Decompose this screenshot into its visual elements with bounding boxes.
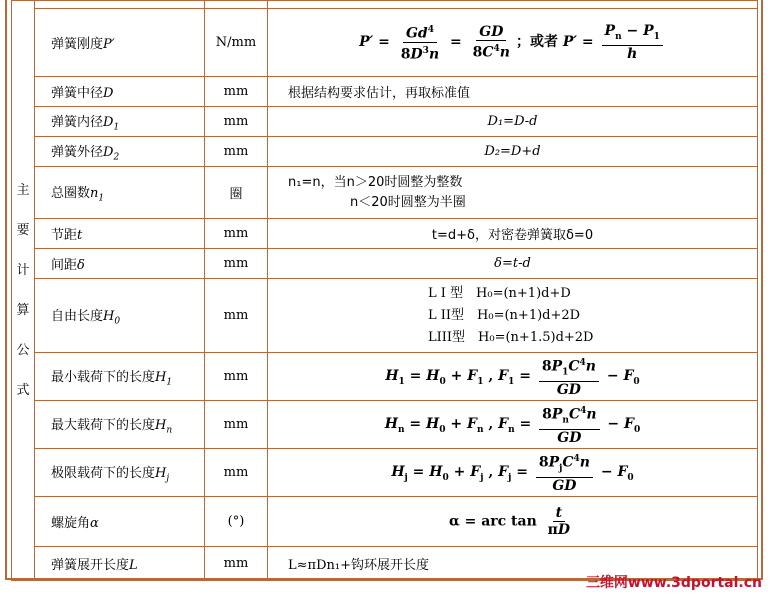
h1-formula: $H_1 = H_0 + F_1$ , $F_1$ = $\frac{8P_1C^4n}{GD}$ − $F_0$ [268,353,758,401]
row-name-text: 间距 [51,258,78,273]
row-unit: mm [205,137,268,167]
table-row [12,401,758,449]
row-subscript: 1 [98,193,105,204]
row-name-text: 最大载荷下的长度 [51,417,156,433]
table-row [12,219,758,249]
table-row [12,9,758,77]
row-formula: D₁=D-d [268,107,758,137]
row-symbol: δ [77,258,85,273]
row-unit: mm [205,547,268,581]
row-unit: mm [205,219,268,249]
table-row [12,449,758,497]
row-symbol: H [155,417,167,433]
stiffness-formula: P′ = $\frac{Gd^4}{8D^3n}$ = $\frac{GD}{8C^4n}$ ；或者 P′ = $\frac{P_n - P_1}{h}$ [268,9,758,77]
side-char: 式 [16,382,30,398]
row-unit: N/mm [205,9,268,77]
row-name-text: 弹簧内径 [51,114,104,130]
row-name-text: 螺旋角 [51,516,91,531]
row-subscript: 1 [113,122,120,133]
row-unit: mm [205,353,268,401]
alpha-text: α = arc tan [448,513,537,530]
row-name-text: 最小载荷下的长度 [51,369,156,385]
side-char: 计 [16,262,30,278]
row-name-text: 自由长度 [51,308,104,324]
table-row-top [12,1,758,9]
formula-line: n₁=n，当n＞20时圆整为整数 [288,174,463,190]
row-name-text: 弹簧刚度 [51,37,104,52]
row-unit: mm [205,449,268,497]
spring-formula-table [11,0,758,581]
table-row [12,137,758,167]
row-formula: δ=t-d [268,249,758,279]
row-name-text: 弹簧外径 [51,144,104,160]
side-char: 公 [16,342,30,358]
helix-angle-formula: α = arc tan $\frac{t}{\pi D}$ [268,497,758,547]
formula-line: L II型 H₀=(n+1)d+2D [428,307,581,323]
row-subscript: n [166,425,173,436]
row-symbol: D [103,86,114,101]
row-unit: mm [205,401,268,449]
row-symbol: P′ [103,37,115,52]
row-formula: t=d+δ，对密卷弹簧取δ=0 [268,219,758,249]
row-symbol: α [90,516,99,531]
table-row [12,249,758,279]
side-char: 算 [16,302,30,318]
free-length-formula [268,279,758,353]
table-row [12,167,758,219]
hj-formula: $H_j = H_0 + F_j$ , $F_j$ = $\frac{8P_jC^4n}{GD}$ − $F_0$ [268,449,758,497]
row-unit: 圈 [205,167,268,219]
watermark: 三维网www.3dportal.cn [585,575,762,591]
row-symbol: D [103,144,114,160]
row-subscript: 2 [113,152,120,163]
row-name-text: 极限载荷下的长度 [51,465,156,481]
formula-line: n＜20时圆整为半圈 [350,194,466,210]
row-name-text: 弹簧展开长度 [51,558,130,573]
table-row [12,353,758,401]
row-name-text: 总圈数 [51,185,91,201]
row-unit: (°) [205,497,268,547]
row-unit: mm [205,279,268,353]
row-symbol: D [103,114,114,130]
row-name [35,9,205,77]
table-row [12,497,758,547]
row-symbol: H [103,308,115,324]
row-subscript: 0 [114,316,121,327]
row-formula: D₂=D+d [268,137,758,167]
or-text: ；或者 [515,34,558,51]
row-unit: mm [205,249,268,279]
row-symbol: t [77,228,83,243]
table-row [12,279,758,353]
table-row [12,77,758,107]
row-unit: mm [205,77,268,107]
row-unit: mm [205,107,268,137]
side-char: 要 [16,222,30,238]
row-symbol: L [129,558,138,573]
table-row [12,107,758,137]
row-subscript: 1 [166,377,173,388]
row-symbol: n [90,185,99,201]
row-formula: 根据结构要求估计，再取标准值 [268,77,758,107]
row-name-text: 节距 [51,228,78,243]
row-symbol: H [155,465,167,481]
row-name-text: 弹簧中径 [51,86,104,101]
formula-line: LIII型 H₀=(n+1.5)d+2D [428,329,594,345]
row-formula: L≈πDn₁+钩环展开长度 [268,547,758,581]
formula-line: L I 型 H₀=(n+1)d+D [428,285,571,301]
hn-formula: $H_n = H_0 + F_n$ , $F_n$ = $\frac{8P_nC^4n}{GD}$ − $F_0$ [268,401,758,449]
coil-count-formula [268,167,758,219]
side-label [12,1,35,581]
row-symbol: H [155,369,167,385]
side-char: 主 [16,182,30,198]
row-subscript: j [166,473,170,484]
